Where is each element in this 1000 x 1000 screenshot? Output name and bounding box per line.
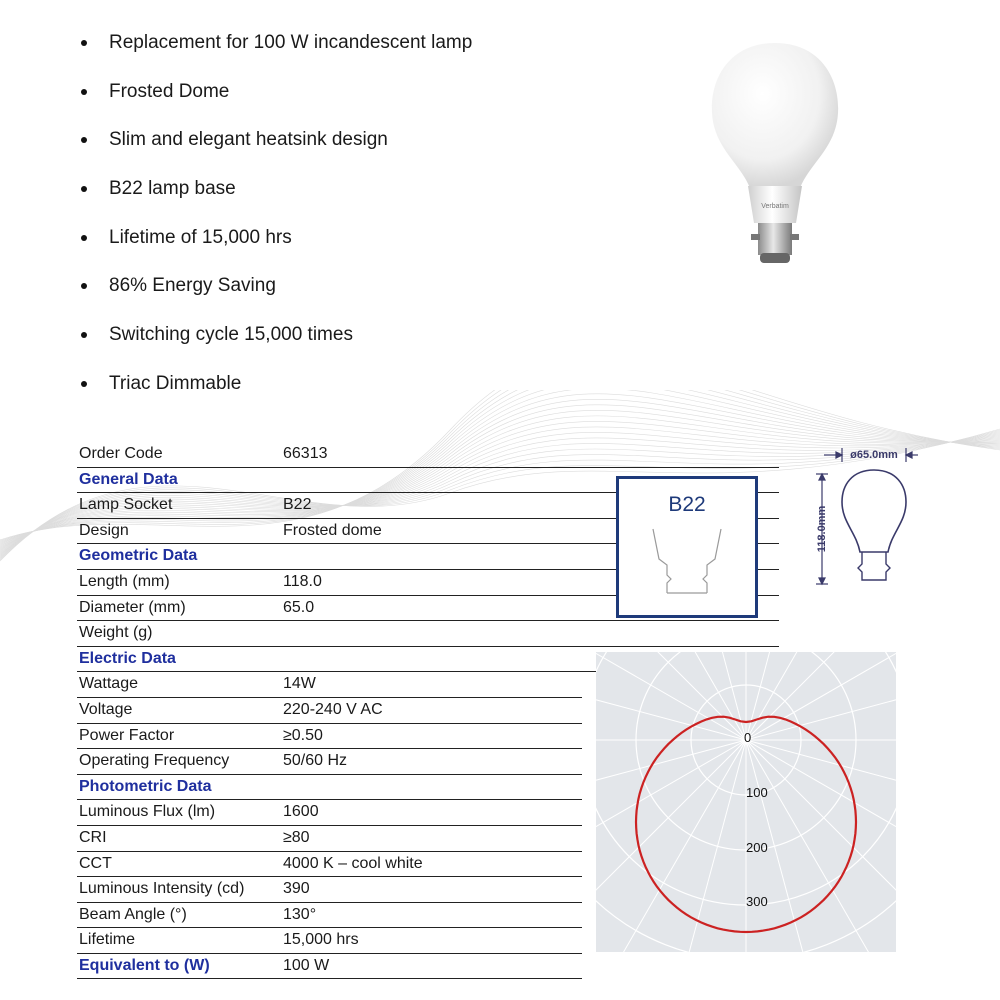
spec-label: Design — [79, 521, 129, 539]
feature-item: Slim and elegant heatsink design — [78, 125, 472, 174]
spec-label: Luminous Flux (lm) — [79, 803, 216, 821]
spec-label: General Data — [79, 470, 178, 488]
feature-item: B22 lamp base — [78, 174, 472, 223]
dimension-drawing — [800, 440, 930, 615]
spec-value: 66313 — [283, 445, 328, 462]
spec-row — [77, 749, 582, 775]
feature-item: Triac Dimmable — [78, 369, 472, 418]
feature-item: 86% Energy Saving — [78, 271, 472, 320]
spec-label: Photometric Data — [79, 777, 212, 795]
socket-drawing-box — [616, 476, 758, 618]
spec-value: 50/60 Hz — [283, 752, 348, 770]
spec-value: 220-240 V AC — [283, 700, 383, 718]
spec-label: CCT — [79, 854, 112, 872]
spec-row — [77, 800, 582, 826]
diameter-dimension-label: ø65.0mm — [850, 449, 898, 461]
spec-value: 4000 K – cool white — [283, 854, 423, 872]
spec-value: 65.0 — [283, 598, 315, 616]
spec-value: 130° — [283, 905, 317, 923]
feature-item: Lifetime of 15,000 hrs — [78, 223, 472, 272]
spec-row — [77, 903, 582, 929]
spec-value: ≥0.50 — [283, 726, 323, 744]
polar-ring-label: 0 — [744, 730, 752, 745]
spec-label: Beam Angle (°) — [79, 905, 187, 923]
spec-label: Order Code — [79, 445, 163, 462]
spec-label: Electric Data — [79, 649, 176, 667]
length-dimension-label: 118.0mm — [816, 505, 828, 553]
spec-label: Weight (g) — [79, 624, 153, 642]
spec-row — [77, 852, 582, 878]
spec-label: Geometric Data — [79, 547, 198, 565]
spec-label: Diameter (mm) — [79, 598, 186, 616]
polar-ring-label: 200 — [746, 840, 768, 855]
spec-value: B22 — [283, 496, 312, 514]
spec-label: Lifetime — [79, 931, 136, 949]
spec-value: 15,000 hrs — [283, 931, 359, 949]
spec-row — [77, 672, 582, 698]
spec-label: Length (mm) — [79, 572, 170, 590]
polar-distribution-plot — [596, 652, 896, 952]
polar-ring-label: 100 — [746, 785, 768, 800]
spec-value: 100 W — [283, 956, 330, 974]
spec-value: 390 — [283, 880, 310, 898]
spec-label: Voltage — [79, 700, 133, 718]
spec-label: CRI — [79, 828, 107, 846]
spec-section-heading — [77, 954, 582, 980]
spec-value: Frosted dome — [283, 521, 382, 539]
spec-value: 118.0 — [283, 572, 322, 590]
spec-section-heading — [77, 775, 582, 801]
spec-row — [77, 826, 582, 852]
brand-mark: Verbatim — [761, 203, 789, 210]
spec-row — [77, 877, 582, 903]
polar-ring-label: 300 — [746, 894, 768, 909]
bulb-product-image — [700, 38, 850, 278]
spec-row — [77, 928, 582, 954]
spec-label: Wattage — [79, 675, 138, 693]
spec-label: Luminous Intensity (cd) — [79, 880, 245, 898]
feature-item: Frosted Dome — [78, 77, 472, 126]
feature-item: Replacement for 100 W incandescent lamp — [78, 28, 472, 77]
spec-label: Operating Frequency — [79, 752, 230, 770]
spec-row — [77, 698, 582, 724]
feature-list — [78, 28, 472, 418]
spec-label: Equivalent to (W) — [79, 956, 210, 974]
spec-label: Lamp Socket — [79, 496, 173, 514]
spec-value: ≥80 — [283, 828, 310, 846]
spec-value: 1600 — [283, 803, 319, 821]
spec-value: 14W — [283, 675, 316, 693]
spec-row — [77, 621, 779, 647]
feature-item: Switching cycle 15,000 times — [78, 320, 472, 369]
spec-label: Power Factor — [79, 726, 175, 744]
spec-row — [77, 724, 582, 750]
spec-row — [77, 442, 779, 468]
socket-outline-drawing — [619, 479, 755, 615]
socket-label: B22 — [668, 493, 706, 516]
